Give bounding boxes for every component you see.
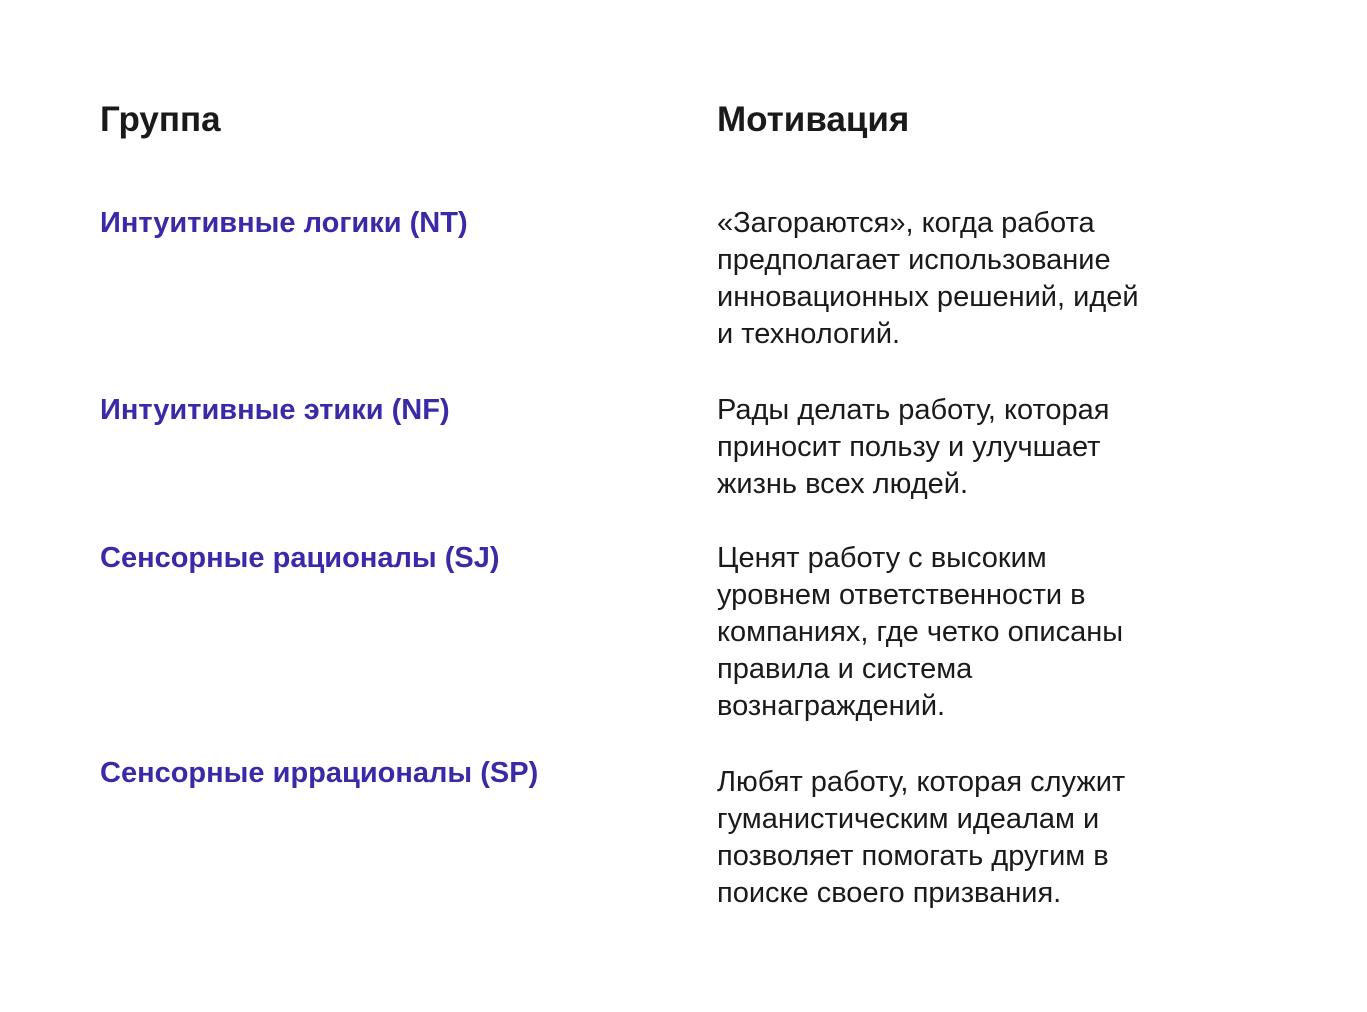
motivation-line: поиске своего призвания. bbox=[717, 877, 1062, 909]
motivation-line: «Загораются», когда работа bbox=[717, 207, 1095, 239]
motivation-line: вознаграждений. bbox=[717, 690, 946, 722]
group-name: Сенсорные иррационалы (SP) bbox=[100, 757, 539, 789]
motivation-text bbox=[717, 764, 1237, 912]
motivation-line: гуманистическим идеалам и bbox=[717, 803, 1100, 835]
column-header-motivation: Мотивация bbox=[717, 100, 910, 139]
motivation-line: жизнь всех людей. bbox=[717, 468, 969, 500]
motivation-line: позволяет помогать другим в bbox=[717, 840, 1109, 872]
motivation-line: правила и система bbox=[717, 653, 973, 685]
motivation-text bbox=[717, 205, 1237, 353]
motivation-line: Ценят работу с высоким bbox=[717, 542, 1047, 574]
motivation-text bbox=[717, 392, 1237, 503]
group-name: Интуитивные логики (NT) bbox=[100, 207, 468, 239]
group-name: Интуитивные этики (NF) bbox=[100, 394, 450, 426]
motivation-line: Рады делать работу, которая bbox=[717, 394, 1110, 426]
motivation-line: инновационных решений, идей bbox=[717, 281, 1139, 313]
motivation-line: компаниях, где четко описаны bbox=[717, 616, 1124, 648]
motivation-text bbox=[717, 540, 1237, 725]
column-header-group: Группа bbox=[100, 100, 221, 139]
motivation-line: предполагает использование bbox=[717, 244, 1111, 276]
group-name: Сенсорные рационалы (SJ) bbox=[100, 542, 500, 574]
motivation-line: и технологий. bbox=[717, 318, 901, 350]
motivation-line: приносит пользу и улучшает bbox=[717, 431, 1101, 463]
motivation-line: Любят работу, которая служит bbox=[717, 766, 1126, 798]
motivation-line: уровнем ответственности в bbox=[717, 579, 1086, 611]
